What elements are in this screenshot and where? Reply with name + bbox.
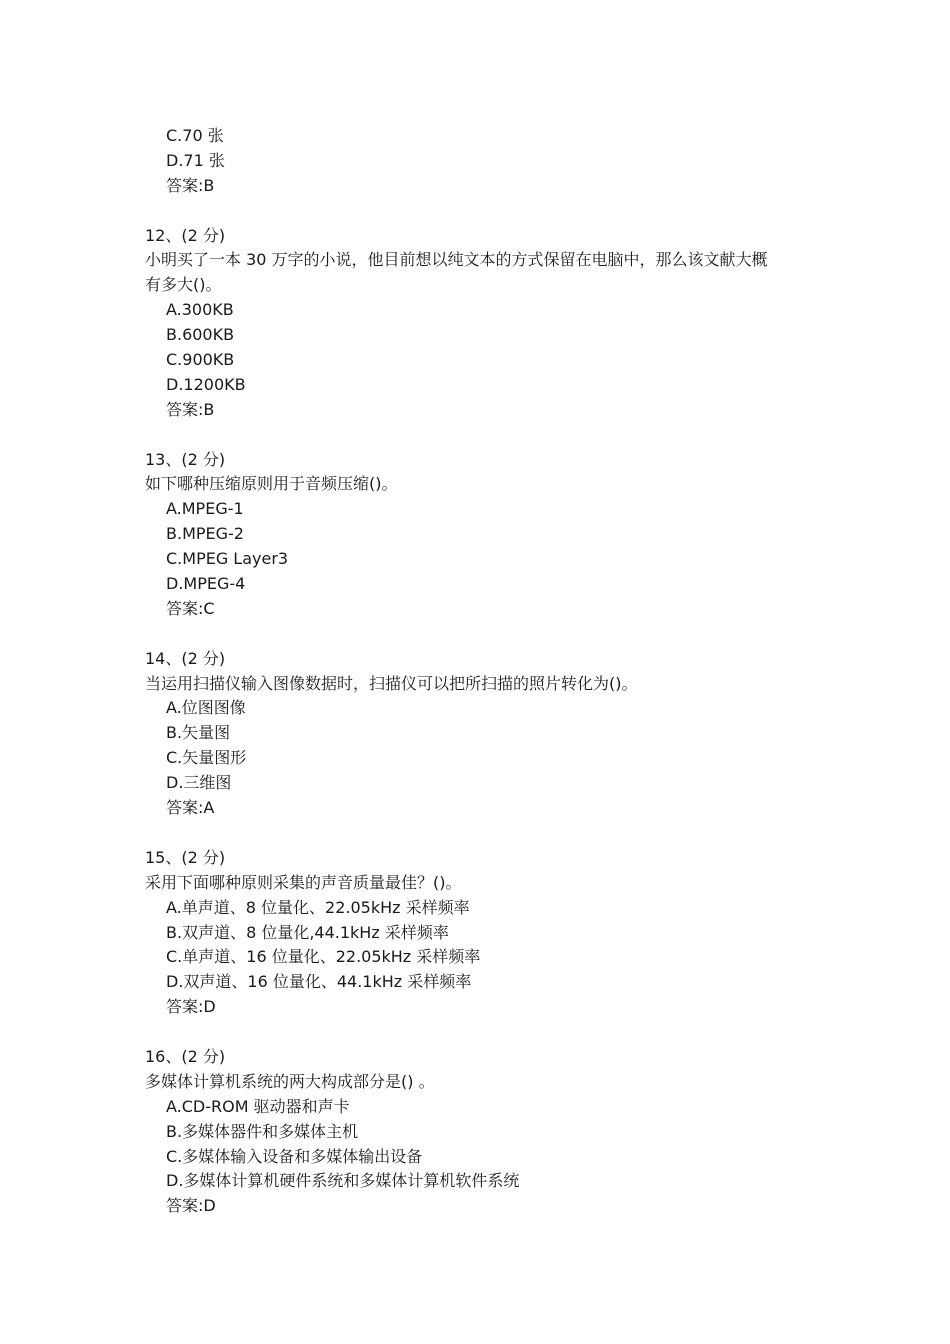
option-c: C.多媒体输入设备和多媒体输出设备 xyxy=(166,1146,423,1166)
answer: 答案:B xyxy=(166,399,215,419)
option-b: B.MPEG-2 xyxy=(166,524,244,544)
spacer xyxy=(145,1020,825,1045)
question-12 xyxy=(145,224,825,423)
option-b: B.600KB xyxy=(166,325,235,345)
question-stem: 小明买了一本 30 万字的小说，他目前想以纯文本的方式保留在电脑中，那么该文献大概 xyxy=(145,250,768,270)
question-stem: 采用下面哪种原则采集的声音质量最佳？()。 xyxy=(145,872,462,892)
question-stem-continued: 有多大()。 xyxy=(145,275,222,295)
question-14 xyxy=(145,647,825,821)
answer: 答案:D xyxy=(166,1196,216,1216)
option-a: A.单声道、8 位量化、22.05kHz 采样频率 xyxy=(166,897,470,917)
option-a: A.300KB xyxy=(166,300,234,320)
answer: 答案:D xyxy=(166,997,216,1017)
option-b: B.多媒体器件和多媒体主机 xyxy=(166,1121,359,1141)
option-a: A.位图图像 xyxy=(166,698,246,718)
question-header: 16、(2 分) xyxy=(145,1046,226,1066)
question-header: 12、(2 分) xyxy=(145,225,226,245)
question-stem: 当运用扫描仪输入图像数据时，扫描仪可以把所扫描的照片转化为()。 xyxy=(145,673,638,693)
question-15 xyxy=(145,846,825,1020)
answer: 答案:C xyxy=(166,598,215,618)
question-header: 13、(2 分) xyxy=(145,449,226,469)
spacer xyxy=(145,622,825,647)
answer: 答案:B xyxy=(166,175,215,195)
answer: 答案:A xyxy=(166,798,215,818)
option-b: B.矢量图 xyxy=(166,723,231,743)
option-c: C.矢量图形 xyxy=(166,748,247,768)
spacer xyxy=(145,821,825,846)
spacer xyxy=(145,199,825,224)
question-header: 14、(2 分) xyxy=(145,648,226,668)
question-stem: 多媒体计算机系统的两大构成部分是() 。 xyxy=(145,1071,435,1091)
question-16 xyxy=(145,1045,825,1219)
spacer xyxy=(145,423,825,448)
option-a: A.CD-ROM 驱动器和声卡 xyxy=(166,1096,350,1116)
option-c: C.单声道、16 位量化、22.05kHz 采样频率 xyxy=(166,947,481,967)
option-c: C.70 张 xyxy=(166,126,224,145)
question-header: 15、(2 分) xyxy=(145,847,226,867)
option-d: D.71 张 xyxy=(166,150,225,170)
option-d: D.双声道、16 位量化、44.1kHz 采样频率 xyxy=(166,972,472,992)
option-d: D.MPEG-4 xyxy=(166,574,246,594)
option-d: D.1200KB xyxy=(166,374,246,394)
option-a: A.MPEG-1 xyxy=(166,499,244,519)
document-page xyxy=(145,124,825,1219)
option-d: D.多媒体计算机硬件系统和多媒体计算机软件系统 xyxy=(166,1171,520,1191)
question-13 xyxy=(145,448,825,622)
option-c: C.MPEG Layer3 xyxy=(166,549,289,569)
option-d: D.三维图 xyxy=(166,773,232,793)
option-b: B.双声道、8 位量化,44.1kHz 采样频率 xyxy=(166,922,449,942)
question-11-tail xyxy=(145,124,825,199)
option-c: C.900KB xyxy=(166,350,235,370)
question-stem: 如下哪种压缩原则用于音频压缩()。 xyxy=(145,474,398,494)
